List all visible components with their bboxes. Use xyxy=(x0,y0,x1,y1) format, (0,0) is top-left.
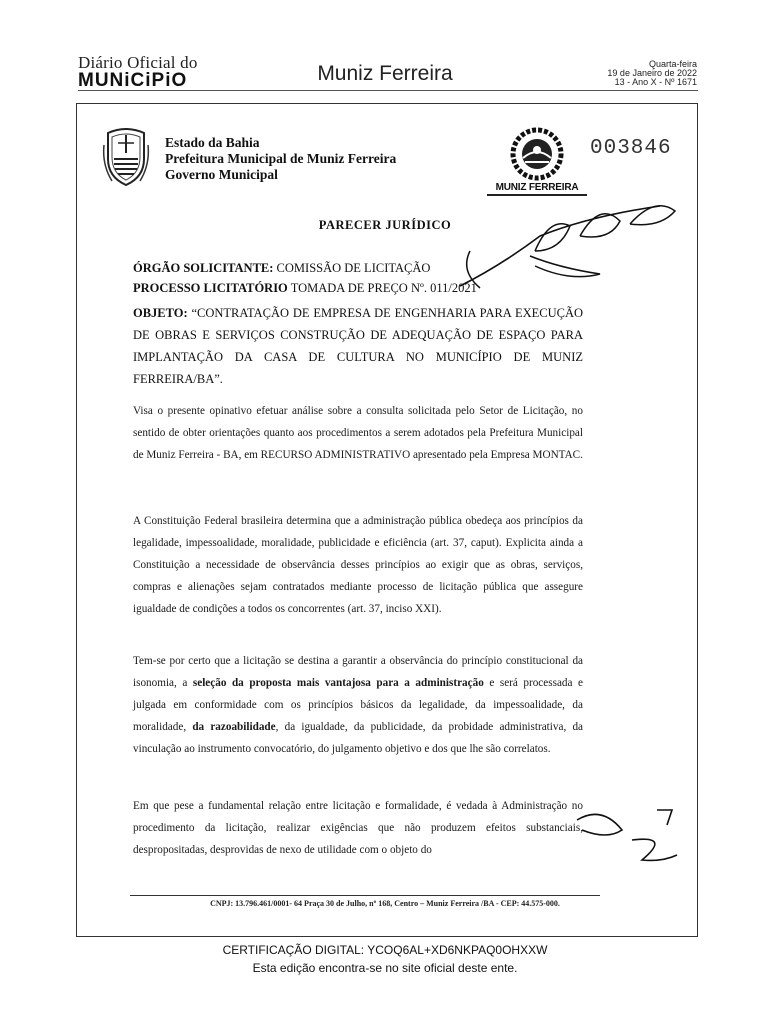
document-title: PARECER JURÍDICO xyxy=(318,218,452,232)
digital-certification: CERTIFICAÇÃO DIGITAL: YCOQ6AL+XD6NKPAQ0OHXXW xyxy=(222,943,548,957)
paragraph-1: Visa o presente opinativo efetuar análise sobre a consulta solicitada pelo Setor de Licitação, no sentido de obter orientações quanto aos procedimentos a serem adotados pela Prefeitura Municipal de Muniz Ferreira - BA, em RECURSO ADMINISTRATIVO apresentado pela Empresa MONTAC. xyxy=(133,405,583,461)
masthead-date-block xyxy=(607,60,697,87)
letterhead-governo: Governo Municipal xyxy=(165,167,278,182)
coat-of-arms-icon xyxy=(102,125,150,187)
masthead-weekday: Quarta-feira xyxy=(648,59,697,69)
paragraph-4: Em que pese a fundamental relação entre licitação e formalidade, é vedada à Administração no procedimento da licitação, realizar exigências que não produzem efeitos substanciais, despropositadas, desprovidas de nexo de utilidade com o objeto do xyxy=(133,800,583,856)
letterhead xyxy=(165,135,396,183)
objeto-label: OBJETO: xyxy=(133,306,188,320)
processo-value: TOMADA DE PREÇO Nº. 011/2021 xyxy=(290,281,477,295)
paragraph-3-part-e: , da igualdade, da publicidade, da probidade administrativa, da vinculação ao instrumento convocatório, do julgamento objetivo e dos que lhe são correlatos. xyxy=(133,721,584,755)
processo-line xyxy=(133,280,477,296)
footer-address: CNPJ: 13.796.461/0001- 64 Praça 30 de Julho, nº 168, Centro – Muniz Ferreira /BA - CEP: 44.575-000. xyxy=(210,899,560,908)
masthead-diario: Diário Oficial do xyxy=(78,53,198,72)
masthead-edition: 13 - Ano X - Nº 1671 xyxy=(614,77,697,87)
paragraph-2: A Constituição Federal brasileira determina que a administração pública obedeça aos princípios da legalidade, impessoalidade, moralidade, publicidade e eficiência (art. 37, caput). Explicita ainda a Constituição a necessidade de observância desses princípios ao exigir que as obras, serviços, compras e alienações sejam contratados mediante processo de licitação pública que assegure igualdade de condições a todos os concorrentes (art. 37, inciso XXI). xyxy=(133,515,583,615)
site-note: Esta edição encontra-se no site oficial deste ente. xyxy=(252,961,518,975)
masthead-date: 19 de Janeiro de 2022 xyxy=(607,68,697,78)
processo-label: PROCESSO LICITATÓRIO xyxy=(133,281,288,295)
objeto-value: “CONTRATAÇÃO DE EMPRESA DE ENGENHARIA PARA EXECUÇÃO DE OBRAS E SERVIÇOS CONSTRUÇÃO DE ADEQUAÇÃO DE ESPAÇO PARA IMPLANTAÇÃO DA CASA DE CULTURA NO MUNICÍPIO DE MUNIZ FERREIRA/BA”. xyxy=(133,306,584,386)
handwritten-initials-icon xyxy=(572,800,682,870)
objeto-block xyxy=(133,302,583,390)
paragraph-3 xyxy=(133,650,583,760)
orgao-label: ÓRGÃO SOLICITANTE: xyxy=(133,261,274,275)
municipal-logo-text: MUNIZ FERREIRA xyxy=(495,182,579,193)
document-number: 003846 xyxy=(590,137,672,160)
footer-divider xyxy=(130,895,600,896)
masthead-municipio: MUNiCiPiO xyxy=(78,70,188,91)
orgao-solicitante-line xyxy=(133,260,430,276)
orgao-value: COMISSÃO DE LICITAÇÃO xyxy=(276,261,431,275)
paragraph-3-part-c: e será processada e julgada em conformidade com os princípios básicos da legalidade, da impessoalidade, da moralidade, xyxy=(133,677,583,733)
letterhead-state: Estado da Bahia xyxy=(165,135,260,150)
paragraph-3-bold-d: da razoabilidade xyxy=(192,721,276,733)
paragraph-3-part-a: Tem-se por certo que a licitação se destina a garantir a observância do princípio constitucional da isonomia, a xyxy=(133,655,583,689)
masthead-city: Muniz Ferreira xyxy=(317,62,453,85)
masthead-divider xyxy=(78,90,698,91)
handwritten-rubric-icon xyxy=(440,196,680,308)
paragraph-3-bold-a: seleção da proposta mais vantajosa para a administração xyxy=(192,677,484,689)
letterhead-prefeitura: Prefeitura Municipal de Muniz Ferreira xyxy=(165,151,397,166)
